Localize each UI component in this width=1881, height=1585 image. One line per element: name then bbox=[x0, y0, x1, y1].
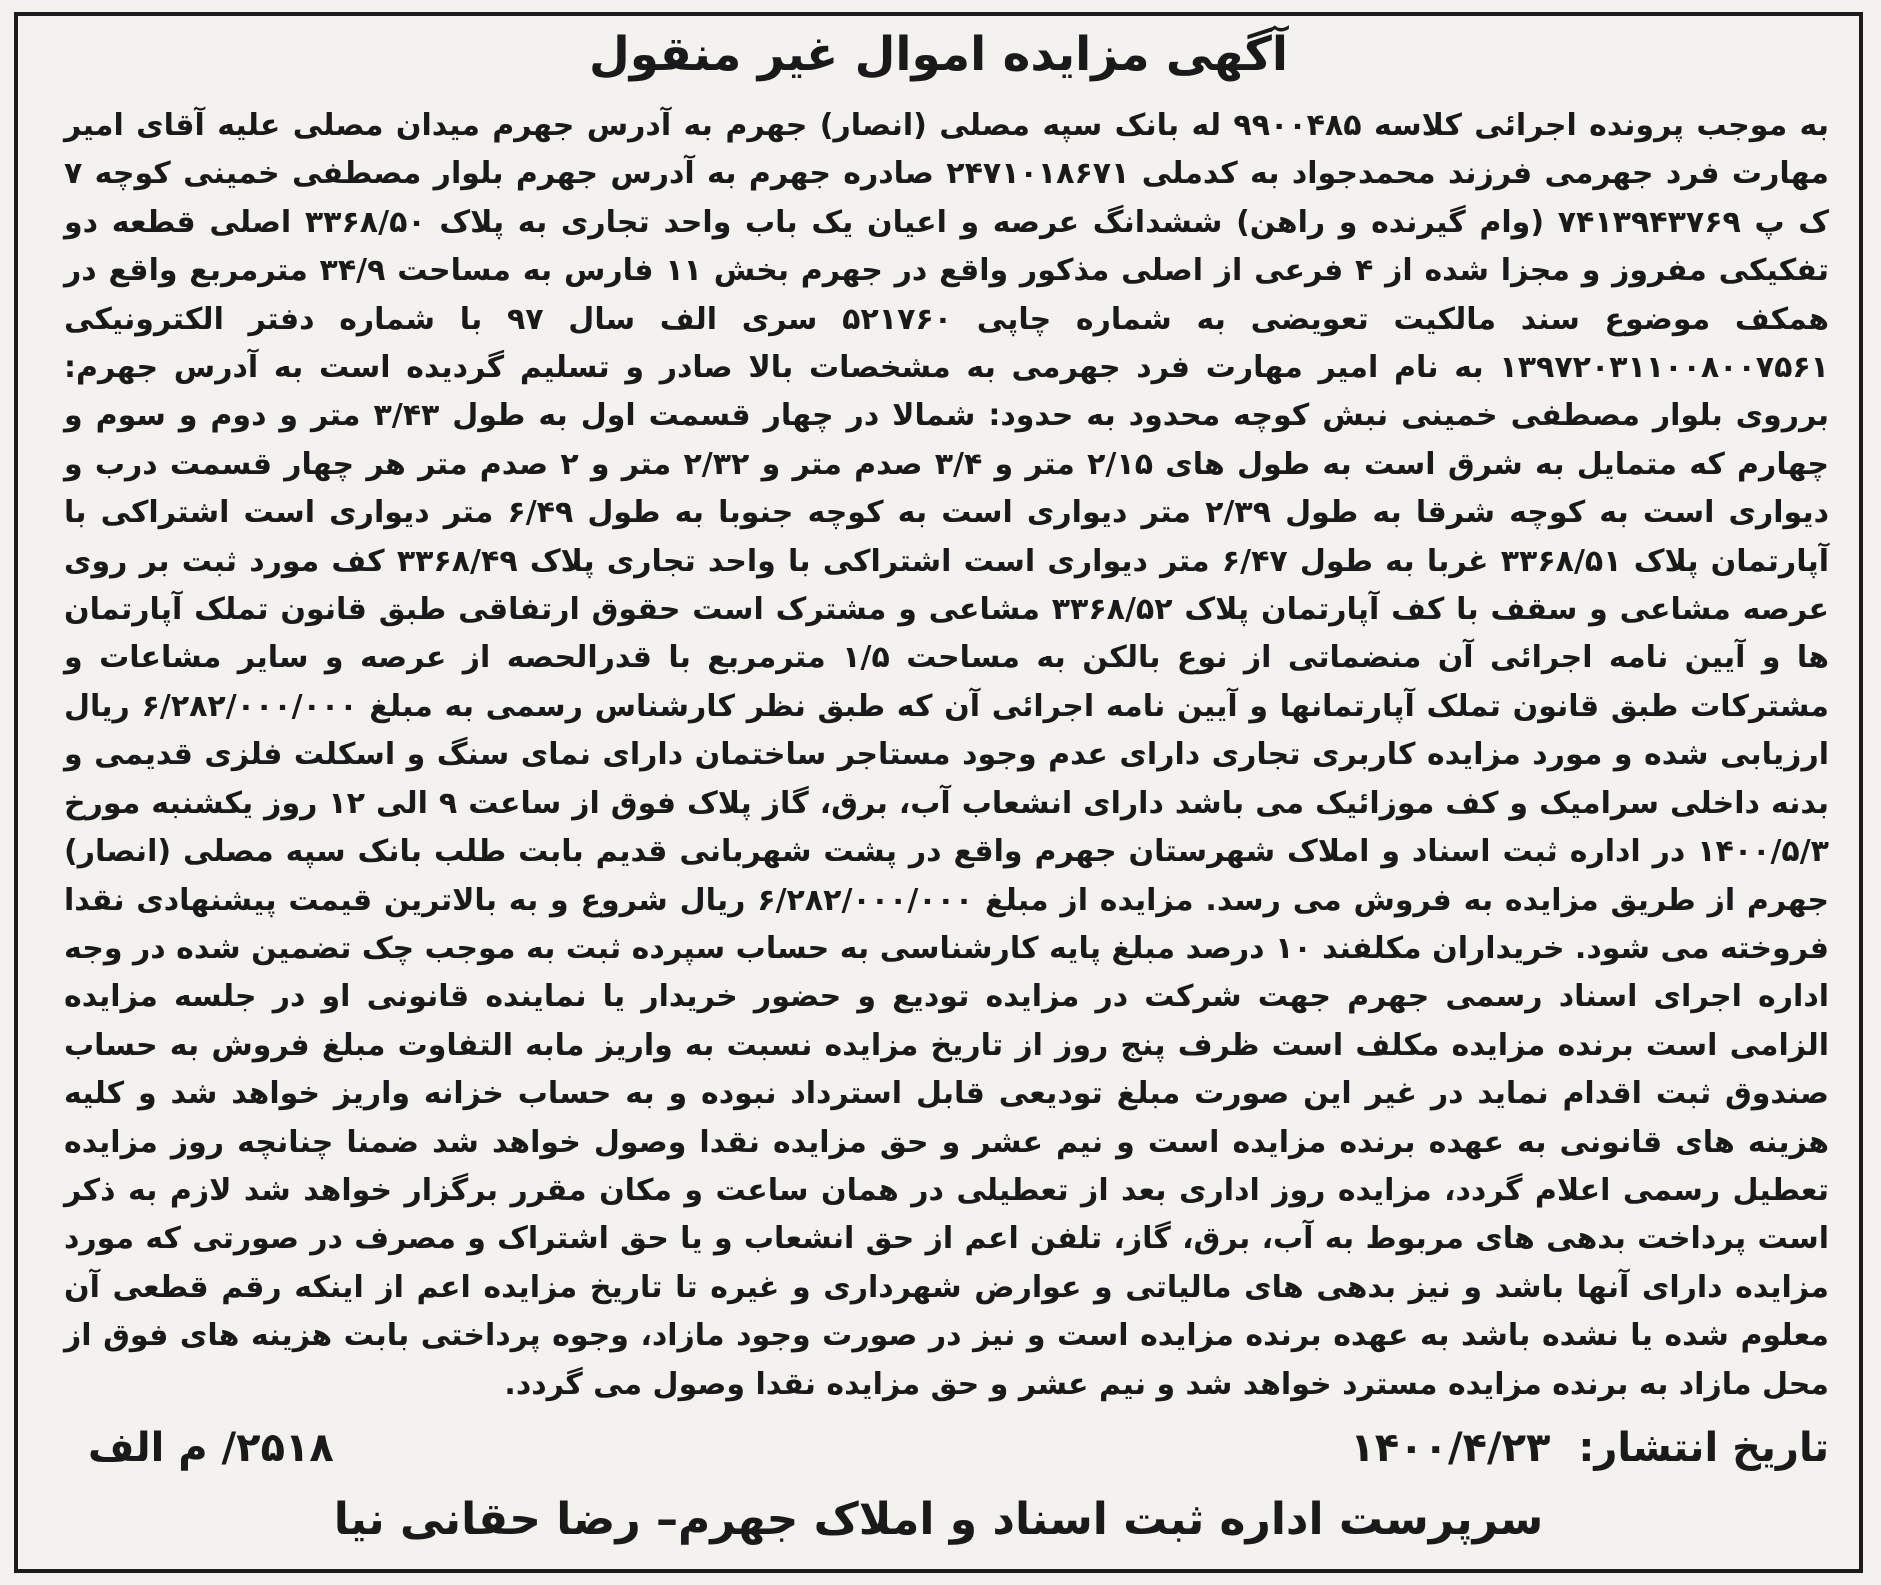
publication-date-block bbox=[1350, 1425, 1829, 1471]
signature: سرپرست اداره ثبت اسناد و املاک جهرم– رضا حقانی نیا bbox=[333, 1494, 1544, 1545]
auction-notice bbox=[14, 12, 1863, 1573]
notice-footer bbox=[88, 1418, 1829, 1478]
notice-body-text: به موجب پرونده اجرائی کلاسه ۹۹۰۰۴۸۵ له بانک سپه مصلی (انصار) جهرم به آدرس جهرم میدان مصلی علیه آقای امیر مهارت فرد جهرمی فرزند محمدجواد به کدملی ۲۴۷۱۰۱۸۶۷۱ صادره جهرم به آدرس جهرم بلوار مصطفی خمینی کوچه ۷ ک پ ۷۴۱۳۹۴۳۷۶۹ (وام گیرنده و راهن) ششدانگ عرصه و اعیان یک باب واحد تجاری به پلاک ۳۳۶۸/۵۰ اصلی قطعه دو تفکیکی مفروز و مجزا شده از ۴ فرعی از اصلی مذکور واقع در جهرم بخش ۱۱ فارس به مساحت ۳۴/۹ مترمربع واقع در همکف موضوع سند مالکیت تعویضی به شماره چاپی ۵۲۱۷۶۰ سری الف سال ۹۷ با شماره دفتر الکترونیکی ۱۳۹۷۲۰۳۱۱۰۰۸۰۰۷۵۶۱ به نام امیر مهارت فرد جهرمی به مشخصات بالا صادر و تسلیم گردیده است به آدرس جهرم: برروی بلوار مصطفی خمینی نبش کوچه محدود به حدود: شمالا در چهار قسمت اول به طول ۳/۴۳ متر و دوم و سوم و چهارم که متمایل به شرق است به طول های ۲/۱۵ متر و ۳/۴ صدم متر و ۲/۳۲ متر و ۲ صدم متر هر چهار قسمت درب و دیواری است به کوچه شرقا به طول ۲/۳۹ متر دیواری است به کوچه جنوبا به طول ۶/۴۹ متر دیواری است اشتراکی با آپارتمان پلاک ۳۳۶۸/۵۱ غربا به طول ۶/۴۷ متر دیواری است اشتراکی با واحد تجاری پلاک ۳۳۶۸/۴۹ کف مورد ثبت بر روی عرصه مشاعی و سقف با کف آپارتمان پلاک ۳۳۶۸/۵۲ مشاعی و مشترک است حقوق ارتفاقی طبق قانون تملک آپارتمان ها و آیین نامه اجرائی آن منضماتی از نوع بالکن به مساحت ۱/۵ مترمربع با قدرالحصه از عرصه و سایر مشاعات و مشترکات طبق قانون تملک آپارتمانها و آیین نامه اجرائی آن که طبق نظر کارشناس رسمی به مبلغ ۶/۲۸۲/۰۰۰/۰۰۰ ریال ارزیابی شده و مورد مزایده کاربری تجاری دارای عدم وجود مستاجر ساختمان دارای نمای سنگ و اسکلت فلزی قدیمی و بدنه داخلی سرامیک و کف موزائیک می باشد دارای انشعاب آب، برق، گاز پلاک فوق از ساعت ۹ الی ۱۲ روز یکشنبه مورخ ۱۴۰۰/۵/۳ در اداره ثبت اسناد و املاک شهرستان جهرم واقع در پشت شهربانی قدیم بابت طلب بانک سپه مصلی (انصار) جهرم از طریق مزایده به فروش می رسد. مزایده از مبلغ ۶/۲۸۲/۰۰۰/۰۰۰ ریال شروع و به بالاترین قیمت پیشنهادی نقدا فروخته می شود. خریداران مکلفند ۱۰ درصد مبلغ پایه کارشناسی به حساب سپرده ثبت به موجب چک تضمین شده در وجه اداره اجرای اسناد رسمی جهرم جهت شرکت در مزایده تودیع و حضور خریدار یا نماینده قانونی او در جلسه مزایده الزامی است برنده مزایده مکلف است ظرف پنج روز از تاریخ مزایده نسبت به واریز مابه التفاوت مبلغ فروش به حساب صندوق ثبت اقدام نماید در غیر این صورت مبلغ تودیعی قابل استرداد نبوده و به حساب خزانه واریز خواهد شد و کلیه هزینه های قانونی به عهده برنده مزایده است و نیم عشر و حق مزایده نقدا وصول خواهد شد ضمنا چنانچه روز مزایده تعطیل رسمی اعلام گردد، مزایده روز اداری بعد از تعطیلی در همان ساعت و مکان مقرر برگزار خواهد شد لازم به ذکر است پرداخت بدهی های مربوط به آب، برق، گاز، تلفن اعم از حق انشعاب و یا حق اشتراک و مصرف در صورتی که مورد مزایده دارای آنها باشد و نیز بدهی های مالیاتی و عوارض شهرداری و غیره تا تاریخ مزایده اعم از اینکه رقم قطعی آن معلوم شده یا نشده باشد به عهده برنده مزایده است و نیز در صورت وجود مازاد، وجوه پرداختی بابت هزینه های فوق از محل مازاد به برنده مزایده مسترد خواهد شد و نیم عشر و حق مزایده نقدا وصول می گردد. bbox=[64, 108, 1830, 1402]
publication-date-label: تاریخ انتشار: bbox=[1578, 1425, 1829, 1471]
publication-date: ۱۴۰۰/۴/۲۳ bbox=[1350, 1425, 1551, 1471]
notice-title: آگهی مزایده اموال غیر منقول bbox=[589, 27, 1288, 82]
reference-code: ۲۵۱۸/ م الف bbox=[88, 1425, 334, 1471]
notice-body bbox=[64, 102, 1829, 1409]
